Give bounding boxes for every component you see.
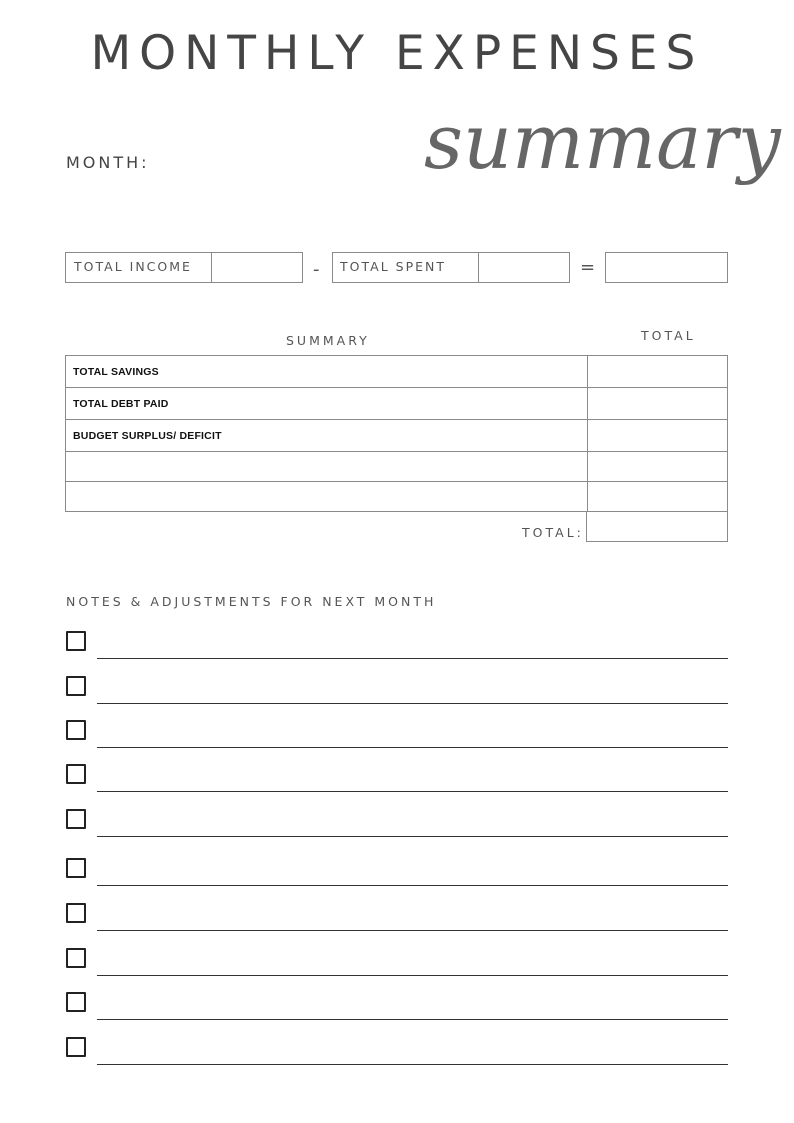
summary-row-total-cell[interactable] xyxy=(587,482,588,511)
total-spent-field[interactable] xyxy=(478,252,570,283)
note-item xyxy=(66,676,728,706)
note-line[interactable] xyxy=(97,747,728,748)
grand-total-label: TOTAL: xyxy=(522,525,584,540)
note-checkbox[interactable] xyxy=(66,903,86,923)
summary-row xyxy=(65,482,728,512)
note-checkbox[interactable] xyxy=(66,992,86,1012)
summary-row-total-cell[interactable] xyxy=(587,356,588,387)
script-subtitle-text: summary xyxy=(424,97,781,186)
note-line[interactable] xyxy=(97,703,728,704)
note-checkbox[interactable] xyxy=(66,858,86,878)
notes-heading: NOTES & ADJUSTMENTS FOR NEXT MONTH xyxy=(66,594,437,609)
total-header: TOTAL xyxy=(641,328,696,343)
note-item xyxy=(66,720,728,750)
note-item xyxy=(66,1037,728,1067)
note-line[interactable] xyxy=(97,658,728,659)
summary-row-total-cell[interactable] xyxy=(587,388,588,419)
summary-table xyxy=(65,355,728,512)
summary-row xyxy=(65,388,728,420)
note-checkbox[interactable] xyxy=(66,676,86,696)
summary-row xyxy=(65,452,728,482)
note-line[interactable] xyxy=(97,836,728,837)
summary-row-label: TOTAL SAVINGS xyxy=(73,366,159,378)
note-checkbox[interactable] xyxy=(66,631,86,651)
note-checkbox[interactable] xyxy=(66,1037,86,1057)
note-item xyxy=(66,903,728,933)
summary-row xyxy=(65,420,728,452)
note-item xyxy=(66,631,728,661)
note-line[interactable] xyxy=(97,885,728,886)
total-income-field[interactable] xyxy=(211,252,303,283)
balance-field[interactable] xyxy=(605,252,728,283)
note-item xyxy=(66,992,728,1022)
note-checkbox[interactable] xyxy=(66,948,86,968)
note-item xyxy=(66,948,728,978)
note-checkbox[interactable] xyxy=(66,809,86,829)
note-checkbox[interactable] xyxy=(66,720,86,740)
page-title: MONTHLY EXPENSES xyxy=(90,26,704,81)
summary-row-total-cell[interactable] xyxy=(587,420,588,451)
summary-row-label: BUDGET SURPLUS/ DEFICIT xyxy=(73,430,222,442)
note-item xyxy=(66,809,728,839)
note-item xyxy=(66,858,728,888)
note-line[interactable] xyxy=(97,791,728,792)
note-line[interactable] xyxy=(97,930,728,931)
summary-row-total-cell[interactable] xyxy=(587,452,588,481)
summary-row-label: TOTAL DEBT PAID xyxy=(73,398,169,410)
total-spent-label: TOTAL SPENT xyxy=(340,259,446,274)
note-checkbox[interactable] xyxy=(66,764,86,784)
summary-row xyxy=(65,355,728,388)
note-line[interactable] xyxy=(97,975,728,976)
note-line[interactable] xyxy=(97,1064,728,1065)
month-label: MONTH: xyxy=(66,153,150,172)
summary-header: SUMMARY xyxy=(286,333,370,348)
minus-sign: - xyxy=(313,259,320,280)
grand-total-field[interactable] xyxy=(586,511,728,542)
note-item xyxy=(66,764,728,794)
total-income-label: TOTAL INCOME xyxy=(74,259,192,274)
note-line[interactable] xyxy=(97,1019,728,1020)
equals-sign: = xyxy=(580,257,596,278)
script-subtitle xyxy=(416,90,781,225)
